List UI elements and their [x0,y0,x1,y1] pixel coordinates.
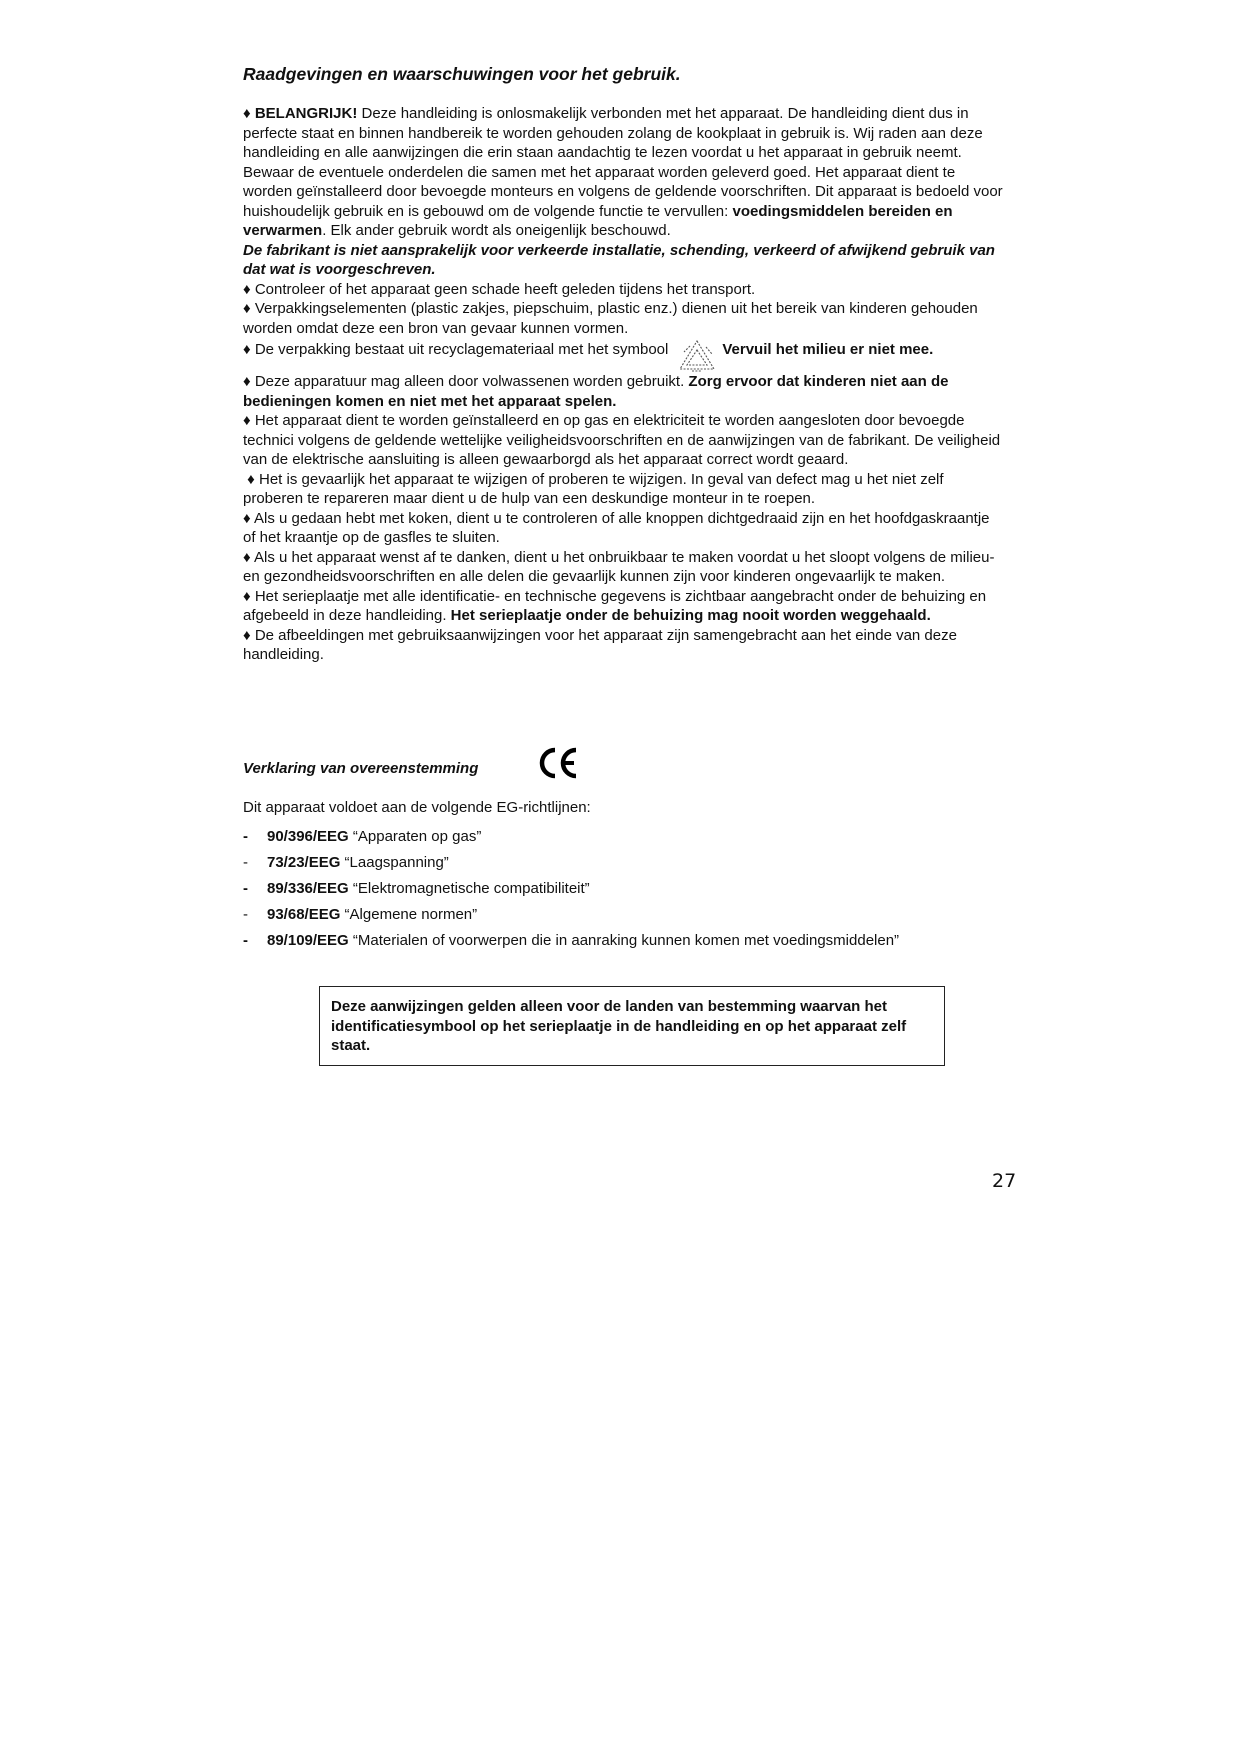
directive-item: - 73/23/EEG “Laagspanning” [243,854,449,871]
paragraph-transport: ♦ Controleer of het apparaat geen schade heeft geleden tijdens het transport. [243,280,756,298]
paragraph-modification: ♦ Het is gevaarlijk het apparaat te wijzigen of proberen te wijzigen. In geval van defect mag u het niet zelf proberen te repareren maar dient u de hulp van een deskundige monteur in te roepen. [243,470,944,507]
declaration-intro: Dit apparaat voldoet aan de volgende EG-richtlijnen: [243,799,591,816]
applicability-note: Deze aanwijzingen gelden alleen voor de landen van bestemming waarvan het identificatiesymbool op het serieplaatje in de handleiding en op het apparaat zelf staat. [319,986,945,1066]
directive-item: - 89/336/EEG “Elektromagnetische compatibiliteit” [243,880,590,897]
liability-disclaimer: De fabrikant is niet aansprakelijk voor verkeerde installatie, schending, verkeerd of afwijkend gebruik van dat wat is voorgeschreven. [243,241,995,278]
directive-item: - 89/109/EEG “Materialen of voorwerpen die in aanraking kunnen komen met voedingsmiddelen” [243,932,900,949]
paragraph-after-cooking: ♦ Als u gedaan hebt met koken, dient u te controleren of alle knoppen dichtgedraaid zijn en het hoofdgaskraantje of het kraantje op de gasfles te sluiten. [243,509,990,546]
paragraph-disposal: ♦ Als u het apparaat wenst af te danken, dient u het onbruikbaar te maken voordat u het sloopt volgens de milieu- en gezondheidsvoorschriften en alle delen die gevaarlijk kunnen zijn voor kinderen ongevaarlijk te maken. [243,548,995,585]
declaration-heading: Verklaring van overeenstemming [243,760,479,777]
page-title: Raadgevingen en waarschuwingen voor het gebruik. [243,64,681,84]
directive-list [243,824,899,954]
paragraph-packaging: ♦ Verpakkingselementen (plastic zakjes, piepschuim, plastic enz.) dienen uit het bereik van kinderen gehouden worden omdat deze een bron van gevaar kunnen vormen. [243,300,978,337]
paragraph-adults: ♦ Deze apparatuur mag alleen door volwassenen worden gebruikt. Zorg ervoor dat kinderen niet aan de bedieningen komen en niet met het apparaat spelen. [243,373,949,410]
warnings-body [243,104,1003,665]
paragraph-illustrations: ♦ De afbeeldingen met gebruiksaanwijzingen voor het apparaat zijn samengebracht aan het einde van deze handleiding. [243,626,957,663]
directive-item: - 93/68/EEG “Algemene normen” [243,906,478,923]
paragraph-serial-plate: ♦ Het serieplaatje met alle identificatie- en technische gegevens is zichtbaar aangebracht onder de behuizing en afgebeeld in deze handleiding. Het serieplaatje onder de behuizing mag nooit worden weggehaald. [243,587,987,624]
important-label: BELANGRIJK! [254,105,358,122]
recycle-icon [676,338,718,372]
paragraph-installation: ♦ Het apparaat dient te worden geïnstalleerd en op gas en elektriciteit te worden aangesloten door bevoegde technici volgens de geldende wettelijke veiligheidsvoorschriften en de aanwijzingen van de fabrikant. De veiligheid van de elektrische aansluiting is alleen gewaarborgd als het apparaat correct wordt geaard. [243,412,1001,468]
page-number: 27 [992,1170,1017,1192]
directive-item: - 90/396/EEG “Apparaten op gas” [243,828,482,845]
paragraph-recycling: ♦ De verpakking bestaat uit recyclagemateriaal met het symbool Vervuil het milieu er niet mee. [243,338,1003,372]
bullet: ♦ [243,105,251,122]
paragraph-important: ♦ BELANGRIJK! Deze handleiding is onlosmakelijk verbonden met het apparaat. De handleiding dient dus in perfecte staat en binnen handbereik te worden gehouden zolang de kookplaat in gebruik is. Wij raden aan deze handleiding en alle aanwijzingen die erin staan aandachtig te lezen voordat u het apparaat in gebruik neemt. Bewaar de eventuele onderdelen die samen met het apparaat worden geleverd goed. Het apparaat dient te worden geïnstalleerd door bevoegde monteurs en volgens de geldende voorschriften. Dit apparaat is bedoeld voor huishoudelijk gebruik en is gebouwd om de volgende functie te vervullen: voedingsmiddelen bereiden en verwarmen. Elk ander gebruik wordt als oneigenlijk beschouwd. [243,105,1003,239]
ce-mark-icon [536,744,580,782]
